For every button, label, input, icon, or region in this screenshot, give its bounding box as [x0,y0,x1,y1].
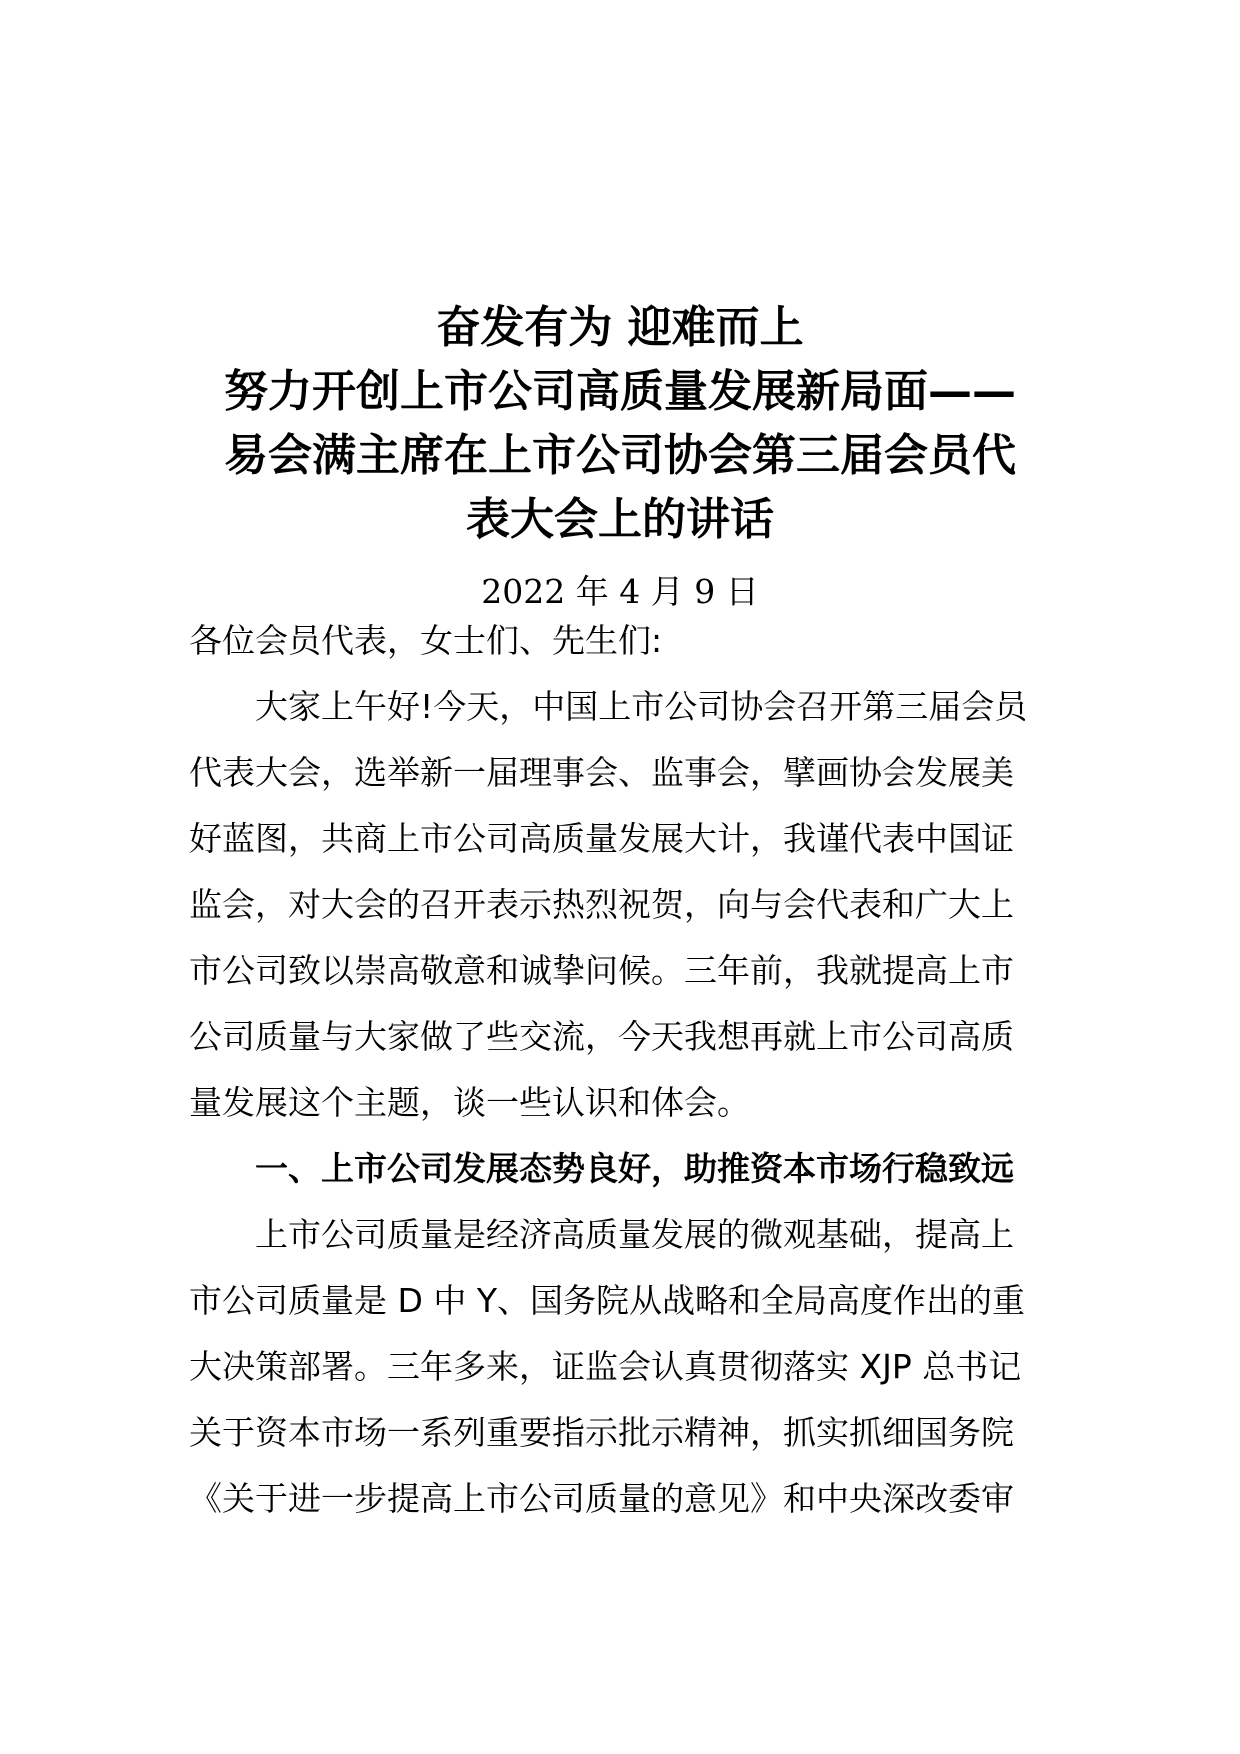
paragraph-line: 好蓝图，共商上市公司高质量发展大计，我谨代表中国证 [189,819,1014,858]
paragraph-line: 市公司致以崇高敬意和诚挚问候。三年前，我就提高上市 [189,951,1014,990]
paragraph-1 [189,674,1051,1136]
document-title [0,296,1240,552]
section-heading: 一、上市公司发展态势良好，助推资本市场行稳致远 [255,1149,1014,1188]
document-date: 2022 年 4 月 9 日 [481,572,759,611]
title-line: 努力开创上市公司高质量发展新局面—— [224,366,1016,417]
paragraph-line: 量发展这个主题，谈一些认识和体会。 [189,1083,750,1122]
paragraph-line: 关于资本市场一系列重要指示批示精神，抓实抓细国务院 [189,1413,1014,1452]
paragraph-line: 市公司质量是 D 中 Y、国务院从战略和全局高度作出的重 [189,1281,1026,1320]
title-line: 奋发有为 迎难而上 [436,302,804,353]
document-body [189,608,1051,1532]
paragraph-line: 监会，对大会的召开表示热烈祝贺，向与会代表和广大上 [189,885,1014,924]
paragraph-line: 大决策部署。三年多来，证监会认真贯彻落实 XJP 总书记 [189,1347,1022,1386]
paragraph-line: 大家上午好!今天，中国上市公司协会召开第三届会员 [255,687,1028,726]
paragraph-2 [189,1202,1051,1532]
title-line: 易会满主席在上市公司协会第三届会员代 [224,430,1016,481]
title-line: 表大会上的讲话 [466,494,774,545]
paragraph-line: 上市公司质量是经济高质量发展的微观基础，提高上 [255,1215,1014,1254]
salutation: 各位会员代表，女士们、先生们: [189,621,663,660]
paragraph-line: 《关于进一步提高上市公司质量的意见》和中央深改委审 [189,1479,1014,1518]
paragraph-line: 代表大会，选举新一届理事会、监事会，擘画协会发展美 [189,753,1014,792]
paragraph-line: 公司质量与大家做了些交流，今天我想再就上市公司高质 [189,1017,1014,1056]
